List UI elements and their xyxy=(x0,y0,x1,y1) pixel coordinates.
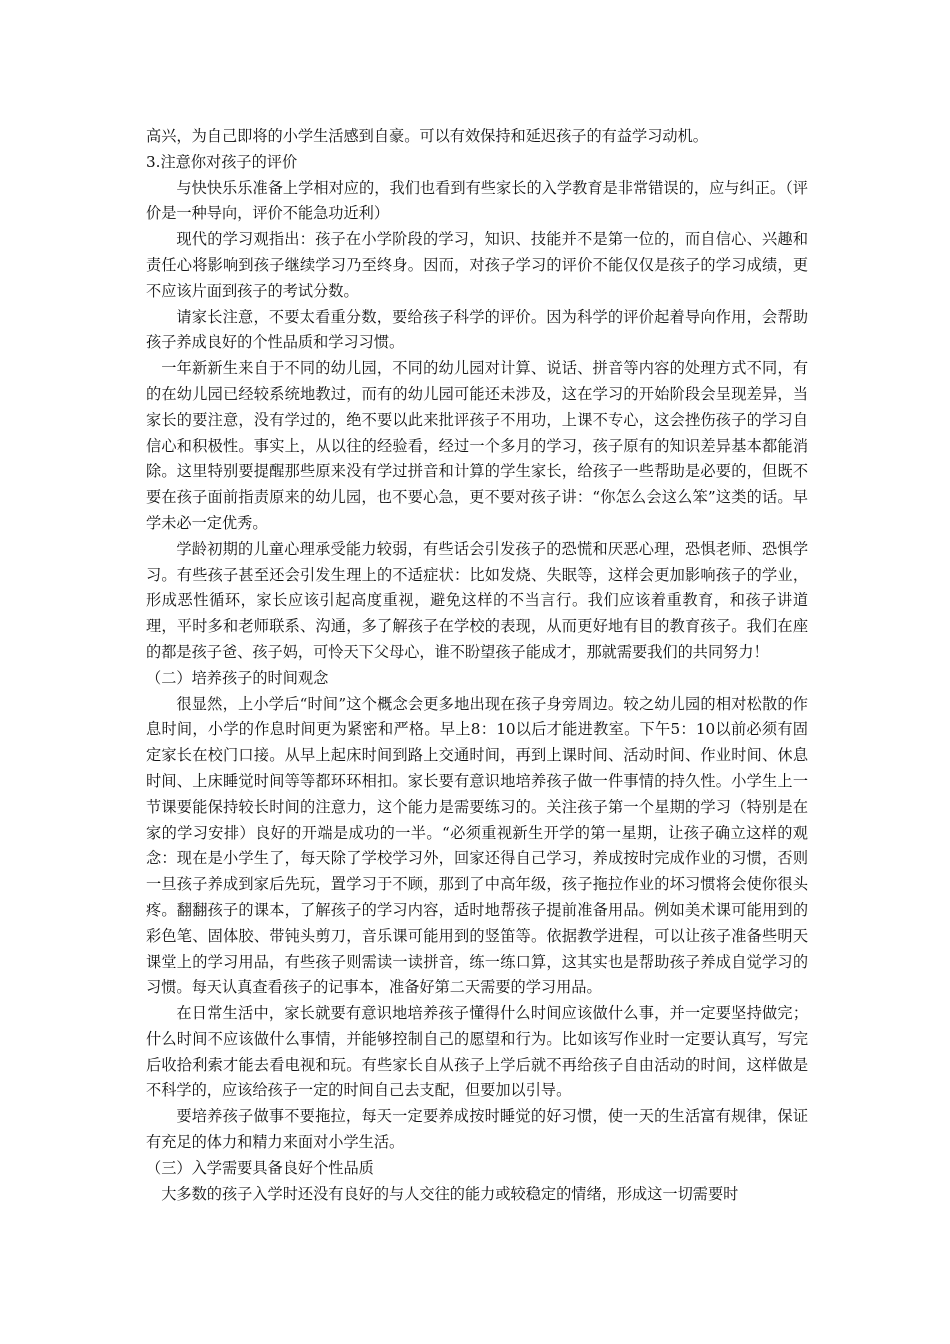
paragraph-continuation: 高兴，为自己即将的小学生活感到自豪。可以有效保持和延迟孩子的有益学习动机。 xyxy=(146,127,708,145)
paragraph: 大多数的孩子入学时还没有良好的与人交往的能力或较稳定的情绪，形成这一切需要时 xyxy=(161,1184,739,1203)
paragraph: 一年新新生来自于不同的幼儿园，不同的幼儿园对计算、说话、拼音等内容的处理方式不同，有的在幼儿园已经较系统地教过，而有的幼儿园可能还未涉及，这在学习的开始阶段会呈现差异，当家长的要注意，没有学过的，绝不要以此来批评孩子不用功，上课不专心，这会挫伤孩子的学习自信心和积极性。事实上，从以往的经验看，经过一个多月的学习，孩子原有的知识差异基本都能消除。这里特别要提醒那些原来没有学过拼音和计算的学生家长，给孩子一些帮助是必要的，但既不要在孩子面前指责原来的幼儿园，也不要心急，更不要对孩子讲：“你怎么会这么笨”这类的话。早学未必一定优秀。 xyxy=(146,359,808,532)
document-page xyxy=(146,124,808,1207)
paragraph: 学龄初期的儿童心理承受能力较弱，有些话会引发孩子的恐慌和厌恶心理，恐惧老师、恐惧学习。有些孩子甚至还会引发生理上的不适症状：比如发烧、失眠等，这样会更加影响孩子的学业，形成恶性循环，家长应该引起高度重视，避免这样的不当言行。我们应该着重教育，和孩子讲道理，平时多和老师联系、沟通，多了解孩子在学校的表现，从而更好地有目的教育孩子。我们在座的都是孩子爸、孩子妈，可怜天下父母心，谁不盼望孩子能成才，那就需要我们的共同努力！ xyxy=(146,539,808,661)
paragraph: 请家长注意，不要太看重分数，要给孩子科学的评价。因为科学的评价起着导向作用，会帮助孩子养成良好的个性品质和学习习惯。 xyxy=(146,307,808,352)
paragraph: 要培养孩子做事不要拖拉，每天一定要养成按时睡觉的好习惯，使一天的生活富有规律，保证有充足的体力和精力来面对小学生活。 xyxy=(146,1107,808,1152)
section-heading-evaluation: 3.注意你对孩子的评价 xyxy=(146,152,298,171)
paragraph: 很显然，上小学后“时间”这个概念会更多地出现在孩子身旁周边。较之幼儿园的相对松散的作息时间，小学的作息时间更为紧密和严格。早上8：10以后才能进教室。下午5：10以前必须有固定家长在校门口接。从早上起床时间到路上交通时间，再到上课时间、活动时间、作业时间、休息时间、上床睡觉时间等等都环环相扣。家长要有意识地培养孩子做一件事情的持久性。小学生上一节课要能保持较长时间的注意力，这个能力是需要练习的。关注孩子第一个星期的学习（特别是在家的学习安排）良好的开端是成功的一半。“必须重视新生开学的第一星期，让孩子确立这样的观念：现在是小学生了，每天除了学校学习外，回家还得自己学习，养成按时完成作业的习惯，否则一旦孩子养成到家后先玩，置学习于不顾，那到了中高年级，孩子拖拉作业的坏习惯将会使你很头疼。翻翻孩子的课本，了解孩子的学习内容，适时地帮孩子提前准备用品。例如美术课可能用到的彩色笔、固体胶、带钝头剪刀，音乐课可能用到的竖笛等。依据教学进程，可以让孩子准备些明天课堂上的学习用品，有些孩子则需读一读拼音，练一练口算，这其实也是帮助孩子养成自觉学习的习惯。每天认真查看孩子的记事本，准备好第二天需要的学习用品。 xyxy=(146,694,808,997)
paragraph: 与快快乐乐准备上学相对应的，我们也看到有些家长的入学教育是非常错误的，应与纠正。（评价是一种导向，评价不能急功近利） xyxy=(146,178,808,223)
paragraph: 现代的学习观指出：孩子在小学阶段的学习，知识、技能并不是第一位的，而自信心、兴趣和责任心将影响到孩子继续学习乃至终身。因而，对孩子学习的评价不能仅仅是孩子的学习成绩，更不应该片面到孩子的考试分数。 xyxy=(146,230,808,300)
section-heading-personality: （三）入学需要具备良好个性品质 xyxy=(146,1158,374,1177)
paragraph: 在日常生活中，家长就要有意识地培养孩子懂得什么时间应该做什么事，并一定要坚持做完；什么时间不应该做什么事情，并能够控制自己的愿望和行为。比如该写作业时一定要认真写，写完后收拾利索才能去看电视和玩。有些家长自从孩子上学后就不再给孩子自由活动的时间，这样做是不科学的，应该给孩子一定的时间自己去支配，但要加以引导。 xyxy=(146,1004,808,1100)
section-heading-time: （二）培养孩子的时间观念 xyxy=(146,668,329,687)
